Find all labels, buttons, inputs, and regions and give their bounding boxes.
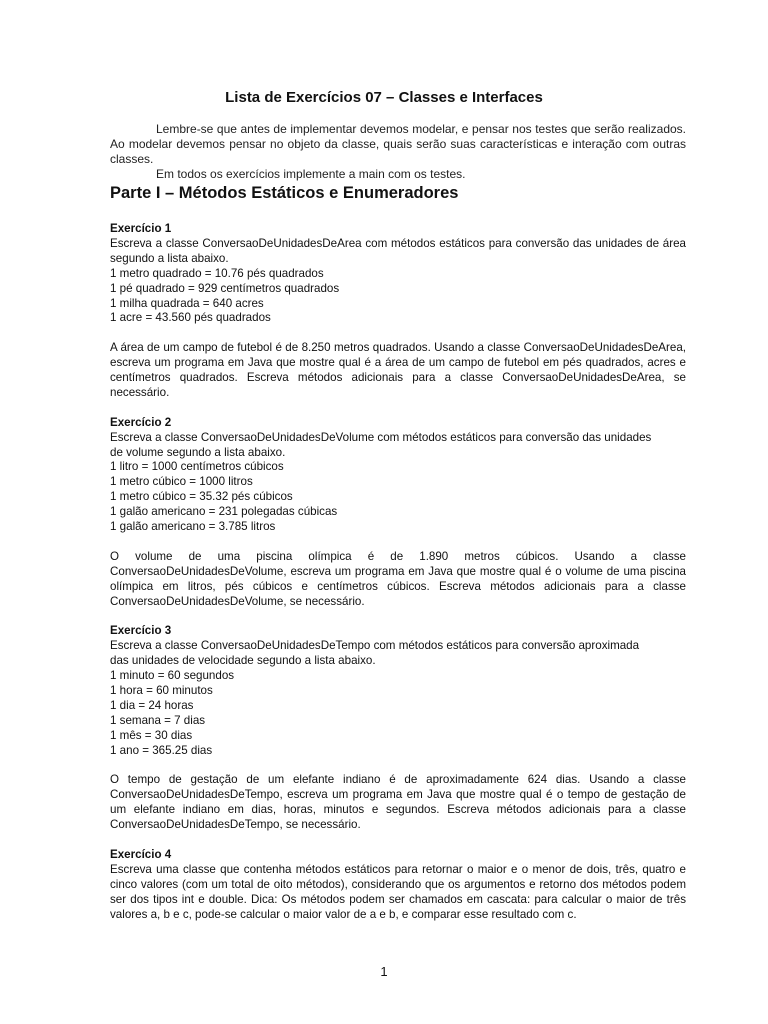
page-number: 1 bbox=[380, 964, 388, 979]
exercise-3-item: 1 dia = 24 horas bbox=[110, 698, 194, 712]
spacer bbox=[110, 326, 686, 341]
exercise-2-title: Exercício 2 bbox=[110, 415, 172, 429]
exercise-1-task: A área de um campo de futebol é de 8.250 metros quadrados. Usando a classe ConversaoDeUnidadesDeArea, escreva um programa em Java que mostre qual é a área de um campo de futebol em pés quadrados, acres e centímetros quadrados. Escreva métodos adicionais para a classe ConversaoDeUnidadesDeArea, se necessário. bbox=[110, 341, 686, 399]
exercise-3-task: O tempo de gestação de um elefante indiano é de aproximadamente 624 dias. Usando a classe ConversaoDeUnidadesDeTempo, escreva um programa em Java que mostre qual é o tempo de gestação de um elefante indiano em dias, horas, minutos e segundos. Escreva métodos adicionais para a classe ConversaoDeUnidadesDeTempo, se necessário. bbox=[110, 773, 686, 832]
exercise-list bbox=[110, 222, 686, 923]
intro-block bbox=[110, 122, 686, 182]
exercise-1-item: 1 acre = 43.560 pés quadrados bbox=[110, 311, 271, 325]
intro-note: Em todos os exercícios implemente a main com os testes. bbox=[156, 167, 466, 181]
exercise-4-title: Exercício 4 bbox=[110, 847, 172, 861]
exercise-2-item: 1 metro cúbico = 1000 litros bbox=[110, 475, 253, 489]
exercise-3-title: Exercício 3 bbox=[110, 624, 172, 638]
exercise-1-item: 1 metro quadrado = 10.76 pés quadrados bbox=[110, 266, 324, 280]
exercise-3-item: 1 mês = 30 dias bbox=[110, 728, 193, 742]
exercise-2-item: 1 galão americano = 3.785 litros bbox=[110, 520, 276, 534]
exercise-3-item: 1 semana = 7 dias bbox=[110, 713, 206, 727]
spacer bbox=[110, 610, 686, 625]
exercise-2-item: 1 galão americano = 231 polegadas cúbicas bbox=[110, 505, 338, 519]
exercise-1-title: Exercício 1 bbox=[110, 222, 172, 235]
section-title: Parte I – Métodos Estáticos e Enumeradores bbox=[110, 184, 459, 202]
exercise-2-item: 1 metro cúbico = 35.32 pés cúbicos bbox=[110, 490, 293, 504]
exercise-1-item: 1 pé quadrado = 929 centímetros quadrados bbox=[110, 281, 340, 295]
exercise-3-item: 1 ano = 365.25 dias bbox=[110, 743, 213, 757]
spacer bbox=[110, 535, 686, 550]
exercise-3-item: 1 minuto = 60 segundos bbox=[110, 669, 235, 683]
spacer bbox=[110, 401, 686, 416]
exercise-3-description-cont: das unidades de velocidade segundo a lista abaixo. bbox=[110, 654, 376, 668]
exercise-1-description: Escreva a classe ConversaoDeUnidadesDeArea com métodos estáticos para conversão das unidades de área segundo a lista abaixo. bbox=[110, 236, 686, 265]
exercise-2-task: O volume de uma piscina olímpica é de 1.890 metros cúbicos. Usando a classe ConversaoDeUnidadesDeVolume, escreva um programa em Java que mostre qual é o volume de uma piscina olímpica em litros, pés cúbicos e centímetros cúbicos. Escreva métodos adicionais para a classe ConversaoDeUnidadesDeVolume, se necessário. bbox=[110, 549, 686, 608]
exercise-4-description: Escreva uma classe que contenha métodos estáticos para retornar o maior e o menor de dois, três, quatro e cinco valores (com um total de oito métodos), considerando que os argumentos e retorno dos métodos podem ser dos tipos int e double. Dica: Os métodos podem ser chamados em cascata: para calcular o maior de três valores a, b e c, pode-se calcular o maior valor de a e b, e comparar esse resultado com c. bbox=[110, 862, 686, 921]
spacer bbox=[110, 759, 686, 774]
exercise-2-description: Escreva a classe ConversaoDeUnidadesDeVolume com métodos estáticos para conversão das unidades bbox=[110, 430, 652, 444]
spacer bbox=[110, 833, 686, 848]
document-title: Lista de Exercícios 07 – Classes e Interfaces bbox=[225, 89, 543, 106]
exercise-2-description-cont: de volume segundo a lista abaixo. bbox=[110, 445, 286, 459]
intro-paragraph: Lembre-se que antes de implementar devemos modelar, e pensar nos testes que serão realizados. Ao modelar devemos pensar no objeto da classe, quais serão suas características e interação com outras classes. bbox=[110, 122, 686, 166]
exercise-3-description: Escreva a classe ConversaoDeUnidadesDeTempo com métodos estáticos para conversão aproximada bbox=[110, 639, 640, 653]
exercise-1-item: 1 milha quadrada = 640 acres bbox=[110, 296, 264, 310]
exercise-2-item: 1 litro = 1000 centímetros cúbicos bbox=[110, 460, 284, 474]
exercise-3-item: 1 hora = 60 minutos bbox=[110, 684, 213, 698]
